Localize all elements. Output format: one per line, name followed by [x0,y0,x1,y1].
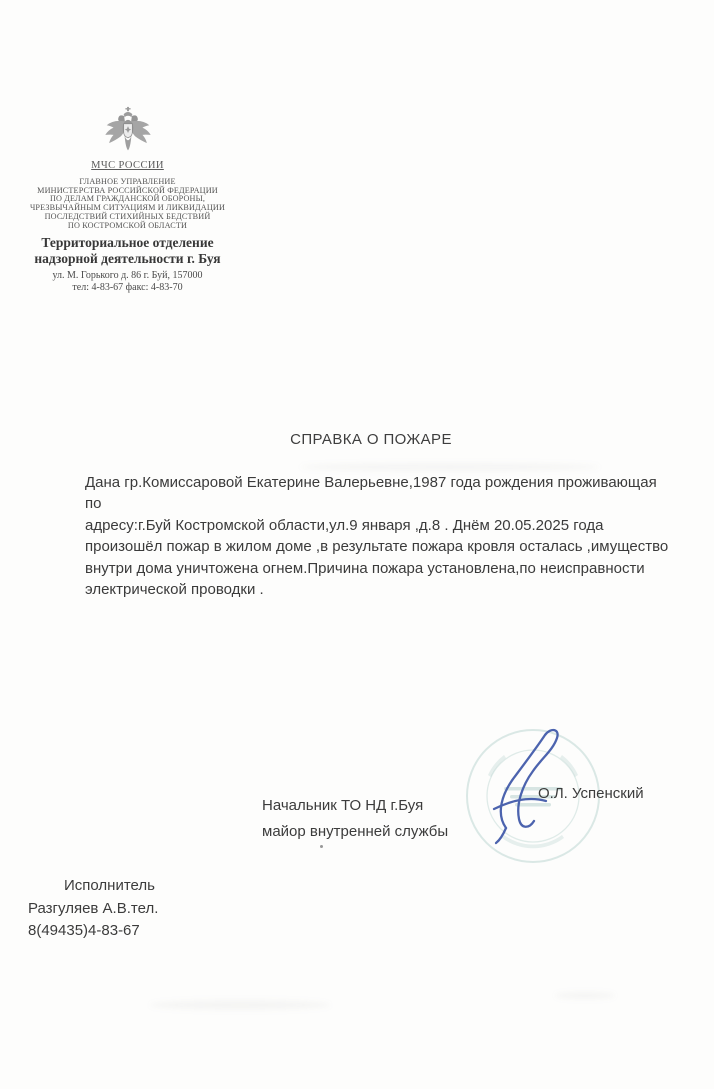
division-line: надзорной деятельности г. Буя [34,251,221,267]
body-line: Дана гр.Комиссаровой Екатерине Валерьевне,1987 года рождения проживающая по [85,474,657,513]
org-line: ПО КОСТРОМСКОЙ ОБЛАСТИ [67,220,188,230]
org-line: ГЛАВНОЕ УПРАВЛЕНИЕ [79,177,176,186]
scan-smudge [300,463,600,471]
executor-phone: 8(49435)4-83-67 [28,922,140,940]
letterhead [20,106,235,294]
scan-dot-artifact [320,845,323,848]
address-line: ул. М. Горького д. 86 г. Буй, 157000 [52,270,203,282]
body-line: произошёл пожар в жилом доме ,в результате пожара кровля осталась ,имущество [85,538,669,556]
emblem-caption: МЧС РОССИИ [91,160,164,171]
signer-position-line: майор внутренней службы [262,823,449,840]
org-line: ПОСЛЕДСТВИЙ СТИХИЙНЫХ БЕДСТВИЙ [44,211,211,221]
signer-position-line: Начальник ТО НД г.Буя [262,797,424,814]
document-body [85,472,673,600]
body-line: внутри дома уничтожена огнем.Причина пожара установлена,по неисправности [85,559,645,577]
executor-label: Исполнитель [64,877,155,894]
org-line: ЧРЕЗВЫЧАЙНЫМ СИТУАЦИЯМ И ЛИКВИДАЦИИ [29,203,226,213]
scan-smudge [150,1000,330,1010]
address-block [20,270,235,294]
org-line: МИНИСТЕРСТВА РОССИЙСКОЙ ФЕДЕРАЦИИ [37,185,218,195]
phone-line: тел: 4-83-67 факс: 4-83-70 [72,282,183,294]
org-line: ПО ДЕЛАМ ГРАЖДАНСКОЙ ОБОРОНЫ, [49,194,206,204]
body-line: электрической проводки . [85,581,264,599]
signer-name: О.Л. Успенский [538,785,644,802]
signer-position-block [262,793,448,845]
org-name-block [20,178,235,230]
executor-name: Разгуляев А.В.тел. [28,899,159,917]
body-line: адресу:г.Буй Костромской области,ул.9 января ,д.8 . Днём 20.05.2025 года [85,516,604,534]
division-line: Территориальное отделение [41,235,214,251]
division-name [20,235,235,267]
mchs-eagle-emblem-icon [20,106,235,158]
executor-block [28,875,158,943]
document-title: СПРАВКА О ПОЖАРЕ [290,431,452,448]
scan-smudge [555,992,615,999]
